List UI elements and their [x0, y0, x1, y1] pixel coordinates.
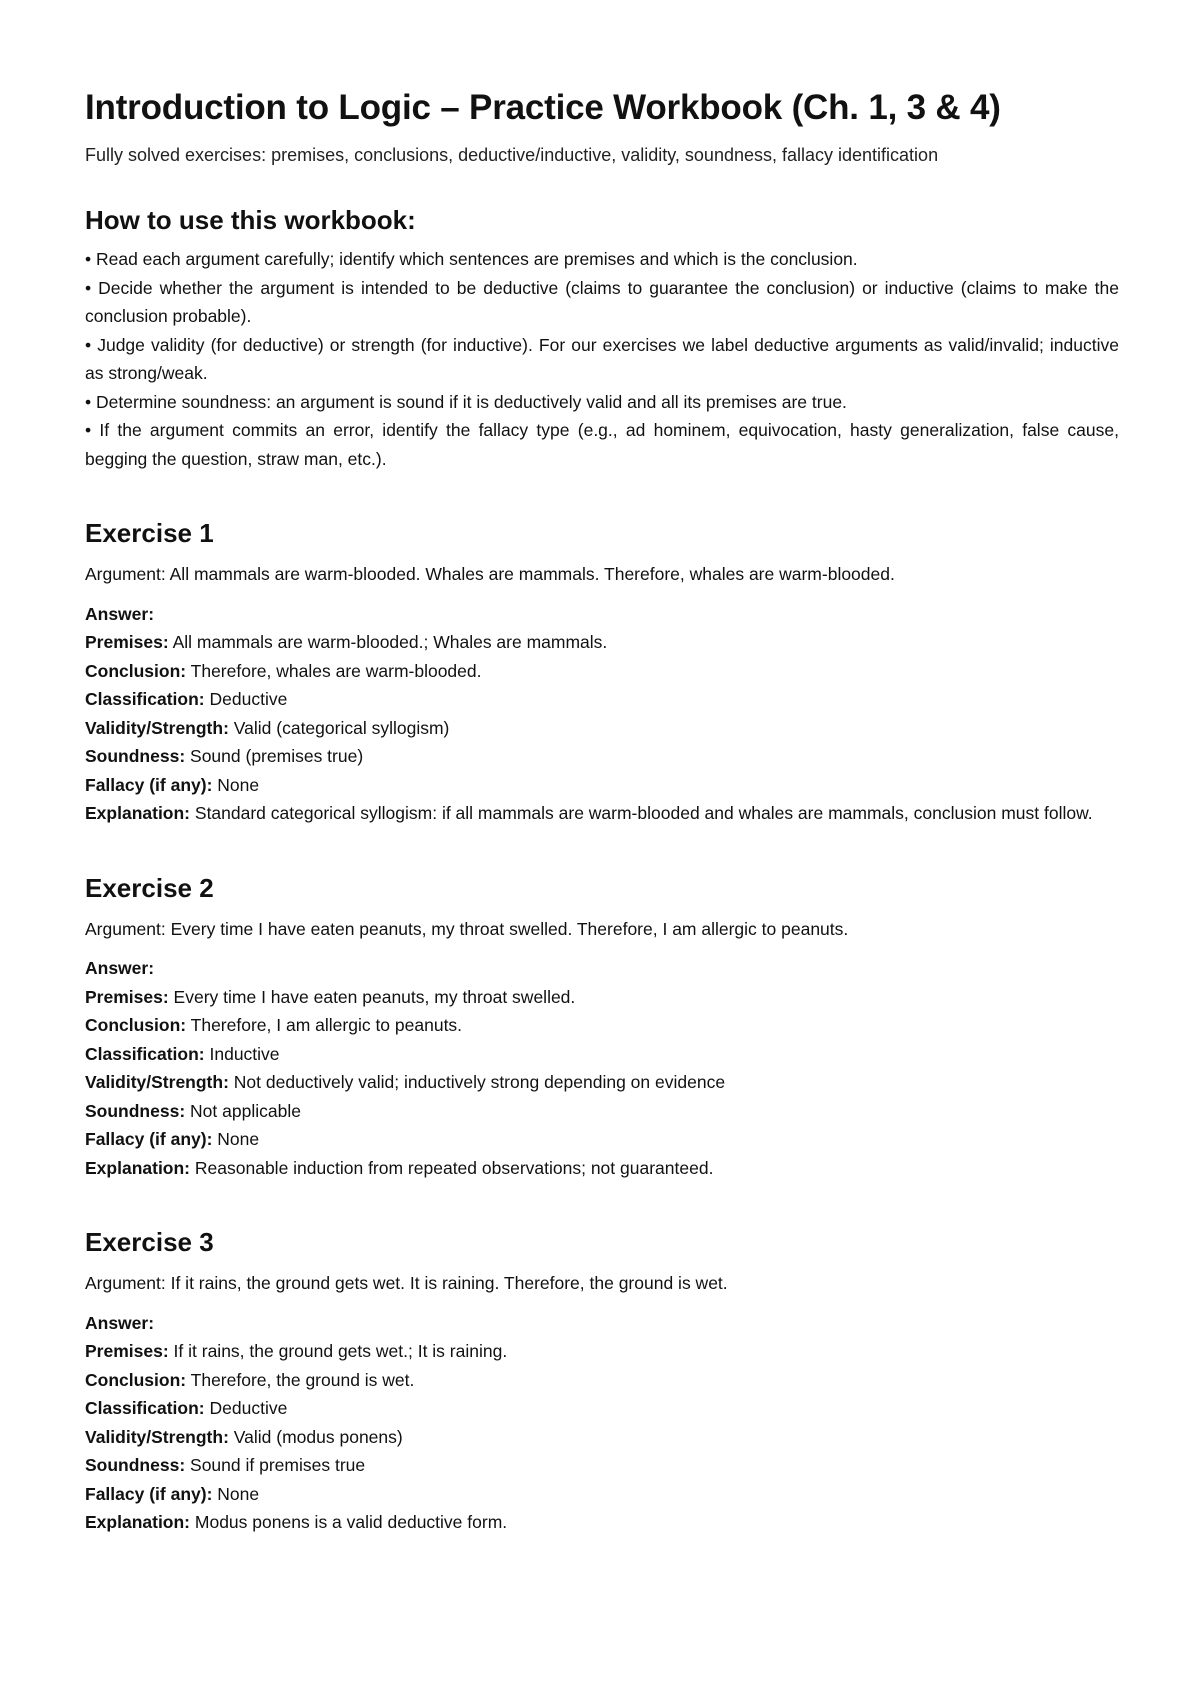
howto-item: • Decide whether the argument is intended to be deductive (claims to guarantee the conclusion) or inductive (claims to make the conclusion probable). [85, 277, 1119, 326]
validity-label: Validity/Strength: [85, 1426, 229, 1447]
conclusion-value: Therefore, whales are warm-blooded. [190, 660, 482, 681]
fallacy-field [85, 771, 1119, 800]
classification-field [85, 1394, 1119, 1423]
soundness-value: Not applicable [190, 1100, 301, 1121]
classification-field [85, 685, 1119, 714]
exercise-heading: Exercise 2 [85, 872, 214, 903]
classification-label: Classification: [85, 1043, 205, 1064]
validity-field [85, 714, 1119, 743]
validity-field [85, 1068, 1119, 1097]
exercise-3 [85, 1225, 1119, 1537]
conclusion-label: Conclusion: [85, 660, 187, 681]
soundness-field [85, 1097, 1119, 1126]
howto-heading: How to use this workbook: [85, 205, 416, 235]
exercise-heading: Exercise 1 [85, 518, 214, 548]
premises-value: Every time I have eaten peanuts, my throat swelled. [173, 986, 576, 1007]
explanation-label: Explanation: [85, 1512, 191, 1532]
explanation-label: Explanation: [85, 1157, 191, 1178]
answer-label: Answer: [85, 1312, 155, 1333]
fallacy-label: Fallacy (if any): [85, 1129, 213, 1149]
exercise-heading: Exercise 3 [85, 1227, 214, 1257]
explanation-value: Modus ponens is a valid deductive form. [194, 1512, 508, 1532]
soundness-value: Sound (premises true) [190, 746, 364, 766]
fallacy-value: None [217, 1483, 260, 1504]
explanation-label: Explanation: [85, 803, 191, 823]
premises-label: Premises: [85, 1341, 169, 1361]
fallacy-label: Fallacy (if any): [85, 1483, 213, 1504]
premises-label: Premises: [85, 632, 169, 652]
howto-item: • Read each argument carefully; identify which sentences are premises and which is the conclusion. [85, 249, 858, 269]
conclusion-field [85, 1366, 1119, 1395]
conclusion-value: Therefore, the ground is wet. [190, 1369, 415, 1390]
validity-value: Valid (categorical syllogism) [233, 717, 450, 738]
exercise-argument: Argument: All mammals are warm-blooded. Whales are mammals. Therefore, whales are warm-blooded. [85, 564, 895, 584]
fallacy-label: Fallacy (if any): [85, 774, 213, 795]
validity-value: Not deductively valid; inductively strong depending on evidence [233, 1072, 726, 1092]
howto-section [85, 203, 1119, 473]
exercise-2 [85, 871, 1119, 1183]
validity-value: Valid (modus ponens) [233, 1426, 403, 1447]
premises-field [85, 628, 1119, 657]
conclusion-value: Therefore, I am allergic to peanuts. [190, 1015, 463, 1035]
howto-item: • Determine soundness: an argument is sound if it is deductively valid and all its premises are true. [85, 391, 847, 412]
answer-label: Answer: [85, 958, 155, 978]
document-title: Introduction to Logic – Practice Workbook (Ch. 1, 3 & 4) [85, 88, 1001, 127]
conclusion-field [85, 657, 1119, 686]
explanation-field [85, 1154, 1119, 1183]
soundness-label: Soundness: [85, 1100, 186, 1121]
premises-field [85, 983, 1119, 1012]
howto-item: • Judge validity (for deductive) or strength (for inductive). For our exercises we label deductive arguments as valid/invalid; inductive as strong/weak. [85, 334, 1119, 383]
premises-value: All mammals are warm-blooded.; Whales are mammals. [172, 632, 608, 652]
classification-label: Classification: [85, 689, 205, 709]
soundness-label: Soundness: [85, 746, 186, 766]
conclusion-field [85, 1011, 1119, 1040]
premises-value: If it rains, the ground gets wet.; It is raining. [173, 1341, 508, 1361]
conclusion-label: Conclusion: [85, 1015, 187, 1035]
classification-label: Classification: [85, 1398, 205, 1418]
explanation-value: Reasonable induction from repeated observations; not guaranteed. [194, 1157, 714, 1178]
validity-label: Validity/Strength: [85, 1072, 229, 1092]
exercise-argument: Argument: If it rains, the ground gets wet. It is raining. Therefore, the ground is wet. [85, 1273, 728, 1293]
soundness-value: Sound if premises true [190, 1455, 366, 1475]
validity-label: Validity/Strength: [85, 717, 229, 738]
validity-field [85, 1423, 1119, 1452]
soundness-field [85, 742, 1119, 771]
document-subtitle: Fully solved exercises: premises, conclusions, deductive/inductive, validity, soundness, fallacy identification [85, 145, 939, 165]
explanation-field [85, 799, 1119, 828]
classification-field [85, 1040, 1119, 1069]
howto-list [85, 245, 1119, 473]
explanation-value: Standard categorical syllogism: if all mammals are warm-blooded and whales are mammals, conclusion must follow. [194, 803, 1093, 823]
answer-label: Answer: [85, 603, 155, 624]
fallacy-value: None [217, 774, 260, 795]
classification-value: Inductive [209, 1043, 280, 1064]
soundness-field [85, 1451, 1119, 1480]
classification-value: Deductive [209, 689, 288, 709]
premises-label: Premises: [85, 986, 169, 1007]
fallacy-field [85, 1125, 1119, 1154]
explanation-field [85, 1508, 1119, 1537]
fallacy-field [85, 1480, 1119, 1509]
premises-field [85, 1337, 1119, 1366]
exercise-1 [85, 516, 1119, 828]
conclusion-label: Conclusion: [85, 1369, 187, 1390]
classification-value: Deductive [209, 1398, 288, 1418]
howto-item: • If the argument commits an error, identify the fallacy type (e.g., ad hominem, equivocation, hasty generalization, false cause, begging the question, straw man, etc.). [85, 420, 1119, 469]
fallacy-value: None [217, 1129, 260, 1149]
exercise-argument: Argument: Every time I have eaten peanuts, my throat swelled. Therefore, I am allergic to peanuts. [85, 918, 849, 939]
soundness-label: Soundness: [85, 1455, 186, 1475]
